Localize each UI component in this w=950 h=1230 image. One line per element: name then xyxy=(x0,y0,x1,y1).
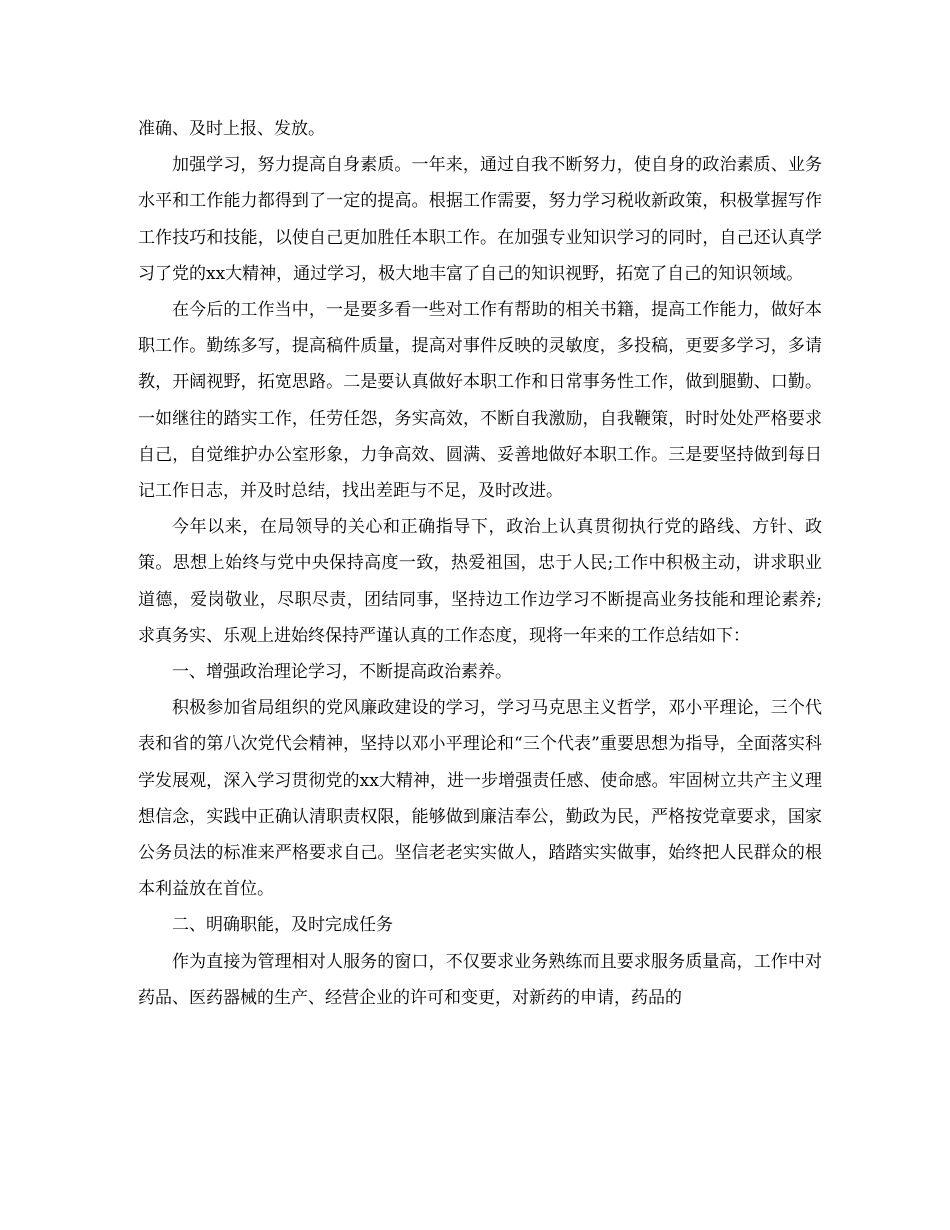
paragraph-5: 积极参加省局组织的党风廉政建设的学习，学习马克思主义哲学，邓小平理论，三个代表和省的第八次党代会精神，坚持以邓小平理论和“三个代表”重要思想为指导，全面落实科学发展观，深入学习贯彻党的xx大精神，进一步增强责任感、使命感。牢固树立共产主义理想信念，实践中正确认清职责权限，能够做到廉洁奉公，勤政为民，严格按党章要求，国家公务员法的标准来严格要求自己。坚信老老实实做人，踏踏实实做事，始终把人民群众的根本利益放在首位。 xyxy=(138,698,822,900)
paragraph-4: 今年以来，在局领导的关心和正确指导下，政治上认真贯彻执行党的路线、方针、政策。思想上始终与党中央保持高度一致，热爱祖国，忠于人民;工作中积极主动，讲求职业道德，爱岗敬业，尽职尽责，团结同事，坚持边工作边学习不断提高业务技能和理论素养;求真务实、乐观上进始终保持严谨认真的工作态度，现将一年来的工作总结如下： xyxy=(138,517,822,646)
section-heading-1: 一、增强政治理论学习，不断提高政治素养。 xyxy=(172,662,512,683)
section-heading-2: 二、明确职能，及时完成任务 xyxy=(172,915,393,936)
document-body xyxy=(138,111,822,1016)
paragraph-1: 准确、及时上报、发放。 xyxy=(138,119,325,139)
paragraph-3: 在今后的工作当中，一是要多看一些对工作有帮助的相关书籍，提高工作能力，做好本职工作。勤练多写，提高稿件质量，提高对事件反映的灵敏度，多投稿，更要多学习，多请教，开阔视野，拓宽思路。二是要认真做好本职工作和日常事务性工作，做到腿勤、口勤。一如继往的踏实工作，任劳任怨，务实高效，不断自我激励，自我鞭策，时时处处严格要求自己，自觉维护办公室形象，力争高效、圆满、妥善地做好本职工作。三是要坚持做到每日记工作日志，并及时总结，找出差距与不足，及时改进。 xyxy=(138,300,822,502)
paragraph-6: 作为直接为管理相对人服务的窗口，不仅要求业务熟练而且要求服务质量高，工作中对药品、医药器械的生产、经营企业的许可和变更，对新药的申请，药品的 xyxy=(138,951,822,1008)
paragraph-2: 加强学习，努力提高自身素质。一年来，通过自我不断努力，使自身的政治素质、业务水平和工作能力都得到了一定的提高。根据工作需要，努力学习税收新政策，积极掌握写作工作技巧和技能，以使自己更加胜任本职工作。在加强专业知识学习的同时，自己还认真学习了党的xx大精神，通过学习，极大地丰富了自己的知识视野，拓宽了自己的知识领域。 xyxy=(138,155,822,284)
